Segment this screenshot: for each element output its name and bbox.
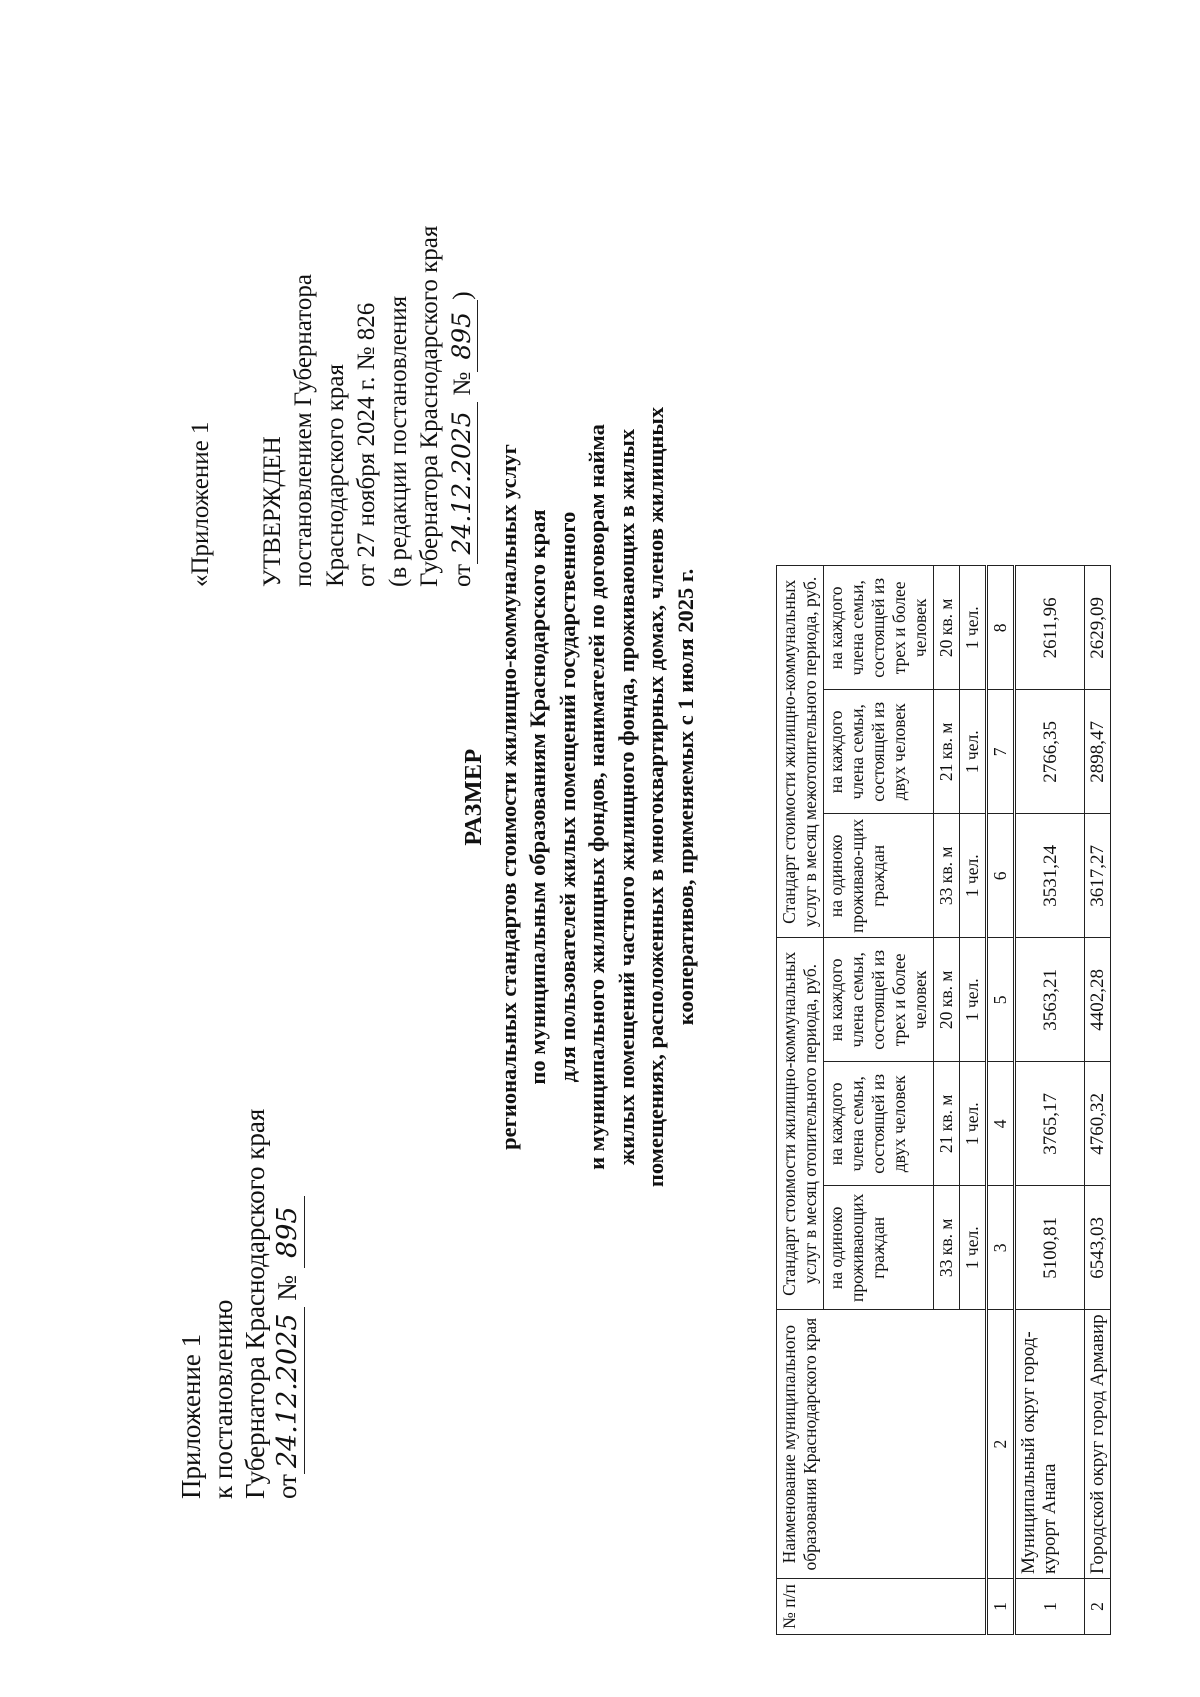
group-heating-header: Стандарт стоимости жилищно-коммунальных услуг в месяц отопительного периода, руб. <box>777 938 824 1310</box>
title-line: по муниципальным образованиям Краснодарского края <box>525 509 550 1085</box>
persons-cell: 1 чел. <box>960 1186 987 1310</box>
area-cell: 21 кв. м <box>934 690 960 814</box>
row-number: 2 <box>1085 1579 1111 1635</box>
closing-paren: ) <box>448 291 476 300</box>
header-row-groups <box>777 566 824 1635</box>
right-header-line3: постановлением Губернатора <box>290 274 317 587</box>
right-header-line6: (в редакции постановления <box>384 295 412 587</box>
area-cell: 20 кв. м <box>934 938 960 1062</box>
rates-table <box>776 565 1111 1635</box>
right-header-line5: от 27 ноября 2024 г. № 826 <box>353 302 380 587</box>
column-number: 4 <box>987 1062 1015 1186</box>
handwritten-number: 895 <box>272 1196 305 1268</box>
sub-header-three: на каждого члена семьи, состоящей из трех и более человек <box>824 938 934 1062</box>
value-cell: 3765,17 <box>1015 1062 1085 1186</box>
column-number: 3 <box>987 1186 1015 1310</box>
persons-cell: 1 чел. <box>960 1062 987 1186</box>
number-prefix: № <box>272 1274 302 1301</box>
left-header <box>175 1109 305 1499</box>
title-line: жилых помещений частного жилищного фонда, проживающих в жилых <box>613 428 639 1166</box>
column-number: 1 <box>987 1579 1015 1635</box>
right-header-line4: Краснодарского края <box>321 364 349 587</box>
right-header-line1: «Приложение 1 <box>187 421 214 587</box>
left-header-line3: Губернатора Краснодарского края <box>240 1108 270 1499</box>
column-number: 8 <box>987 566 1015 690</box>
column-number: 2 <box>987 1310 1015 1579</box>
title-line: для пользователей жилых помещений государственного <box>554 511 580 1083</box>
sub-header-three: на каждого члена семьи, состоящей из трех и более человек <box>824 566 934 690</box>
title-line: и муниципального жилищных фондов, нанимателей по договорам найма <box>584 424 609 1170</box>
sub-header-two: на каждого члена семьи, состоящей из двух человек <box>824 690 934 814</box>
persons-cell: 1 чел. <box>960 566 987 690</box>
sub-header-single: на одиноко проживаю-щих граждан <box>824 814 934 938</box>
right-header-line2: УТВЕРЖДЕН <box>258 436 286 587</box>
value-cell: 6543,03 <box>1085 1186 1111 1310</box>
left-header-line2: к постановлению <box>208 1299 238 1499</box>
title-line: региональных стандартов стоимости жилищно-коммунальных услуг <box>495 444 521 1150</box>
title-line: помещениях, расположенных в многоквартирных домах, членов жилищных <box>643 406 668 1188</box>
handwritten-date: 24.12.2025 <box>272 1307 305 1474</box>
col-name-header: Наименование муниципального образования Краснодарского края <box>777 1310 987 1579</box>
column-number: 5 <box>987 938 1015 1062</box>
value-cell: 2898,47 <box>1085 690 1111 814</box>
document-title <box>460 347 700 1247</box>
area-cell: 21 кв. м <box>934 1062 960 1186</box>
column-number-row <box>987 566 1015 1635</box>
title-main: РАЗМЕР <box>461 748 487 846</box>
right-header-line7: Губернатора Краснодарского края <box>416 225 443 587</box>
value-cell: 2611,96 <box>1015 566 1085 690</box>
group-nonheating-header: Стандарт стоимости жилищно-коммунальных услуг в месяц межотопительного периода, руб. <box>777 566 824 938</box>
persons-cell: 1 чел. <box>960 690 987 814</box>
municipality-name: Муниципальный округ город-курорт Анапа <box>1015 1310 1085 1579</box>
title-line: кооперативов, применяемых с 1 июля 2025 г. <box>672 568 698 1026</box>
sub-header-two: на каждого члена семьи, состоящей из двух человек <box>824 1062 934 1186</box>
value-cell: 4402,28 <box>1085 938 1111 1062</box>
col-no-header: № п/п <box>777 1579 987 1635</box>
handwritten-number: 895 <box>446 300 479 372</box>
value-cell: 2766,35 <box>1015 690 1085 814</box>
value-cell: 5100,81 <box>1015 1186 1085 1310</box>
area-cell: 20 кв. м <box>934 566 960 690</box>
left-header-line1: Приложение 1 <box>176 1333 206 1499</box>
date-prefix: от <box>272 1474 302 1499</box>
area-cell: 33 кв. м <box>934 814 960 938</box>
table-row <box>1085 566 1111 1635</box>
persons-cell: 1 чел. <box>960 814 987 938</box>
handwritten-date: 24.12.2025 <box>446 402 479 564</box>
value-cell: 4760,32 <box>1085 1062 1111 1186</box>
value-cell: 2629,09 <box>1085 566 1111 690</box>
column-number: 6 <box>987 814 1015 938</box>
area-cell: 33 кв. м <box>934 1186 960 1310</box>
column-number: 7 <box>987 690 1015 814</box>
sub-header-single: на одиноко проживающих граждан <box>824 1186 934 1310</box>
number-prefix: № <box>448 371 476 396</box>
date-prefix: от <box>448 563 476 587</box>
table-row <box>1015 566 1085 1635</box>
right-header <box>185 226 478 587</box>
persons-cell: 1 чел. <box>960 938 987 1062</box>
left-header-date-line <box>271 1109 305 1499</box>
municipality-name: Городской округ город Армавир <box>1085 1310 1111 1579</box>
row-number: 1 <box>1015 1579 1085 1635</box>
value-cell: 3531,24 <box>1015 814 1085 938</box>
value-cell: 3563,21 <box>1015 938 1085 1062</box>
value-cell: 3617,27 <box>1085 814 1111 938</box>
